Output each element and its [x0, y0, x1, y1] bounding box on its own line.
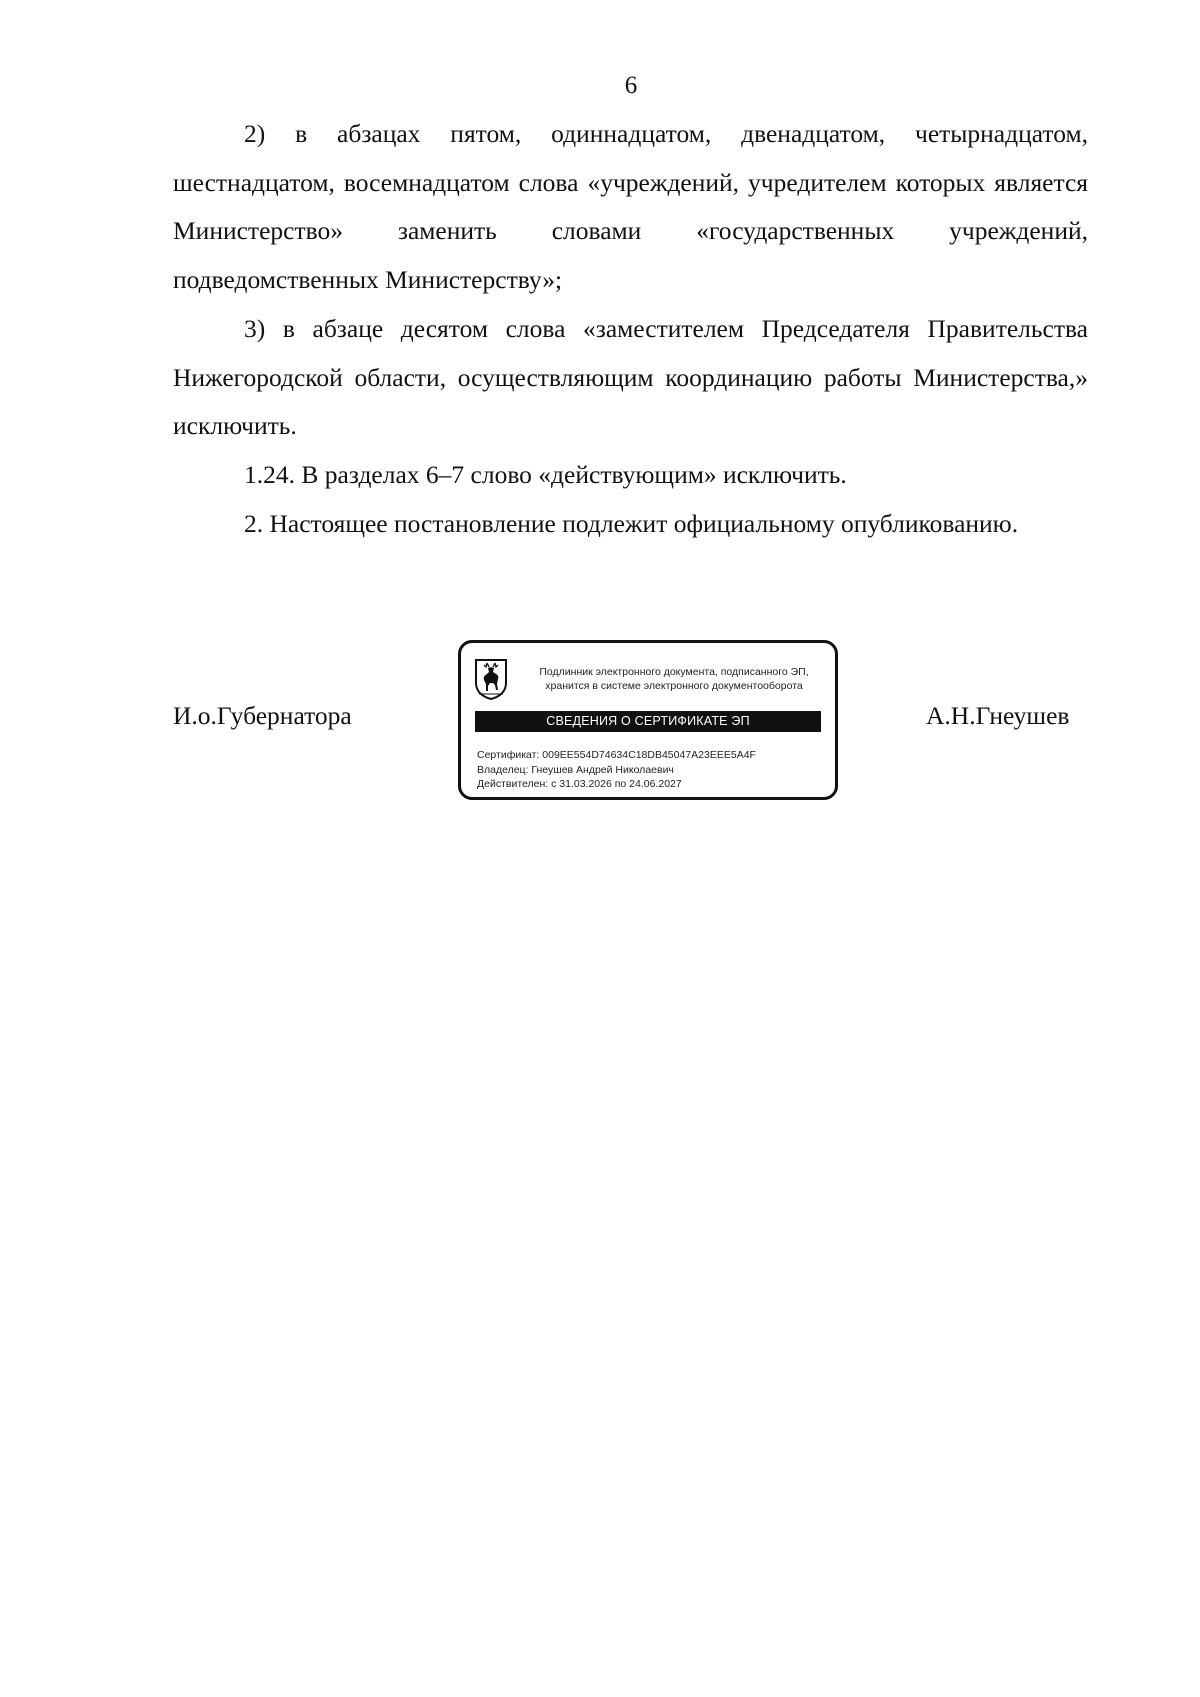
paragraph-clause-1-24: 1.24. В разделах 6–7 слово «действующим» исключить. [244, 459, 847, 489]
deer-coat-of-arms-icon [473, 657, 509, 701]
signatory-name: А.Н.Гнеушев [926, 701, 1070, 730]
stamp-details [477, 748, 756, 792]
paragraph-clause-2: 2. Настоящее постановление подлежит официальному опубликованию. [244, 508, 1019, 538]
document-body [173, 110, 1088, 548]
electronic-signature-stamp [458, 640, 838, 800]
stamp-certificate: Сертификат: 009EE554D74634C18DB45047A23EEE5A4F [477, 749, 756, 761]
paragraph-item-2: 2) в абзацах пятом, одиннадцатом, двенадцатом, четырнадцатом, шестнадцатом, восемнадцатом слова «учреждений, учредителем которых является Министерство» заменить словами «государственных учреждений, подведомственных Министерству»; [173, 119, 1088, 295]
signatory-position: И.о.Губернатора [173, 701, 352, 730]
page-number: 6 [624, 72, 638, 99]
stamp-validity: Действителен: с 31.03.2026 по 24.06.2027 [477, 778, 682, 790]
stamp-header-line2: хранится в системе электронного документооборота [545, 680, 803, 692]
stamp-title-bar: СВЕДЕНИЯ О СЕРТИФИКАТЕ ЭП [475, 711, 821, 732]
paragraph-item-3: 3) в абзаце десятом слова «заместителем Председателя Правительства Нижегородской области, осуществляющим координацию работы Министерства,» исключить. [173, 313, 1088, 441]
signature-block [0, 640, 1200, 810]
stamp-owner: Владелец: Гнеушев Андрей Николаевич [477, 763, 674, 776]
stamp-header [519, 665, 829, 693]
stamp-header-line1: Подлинник электронного документа, подписанного ЭП, [539, 666, 809, 678]
